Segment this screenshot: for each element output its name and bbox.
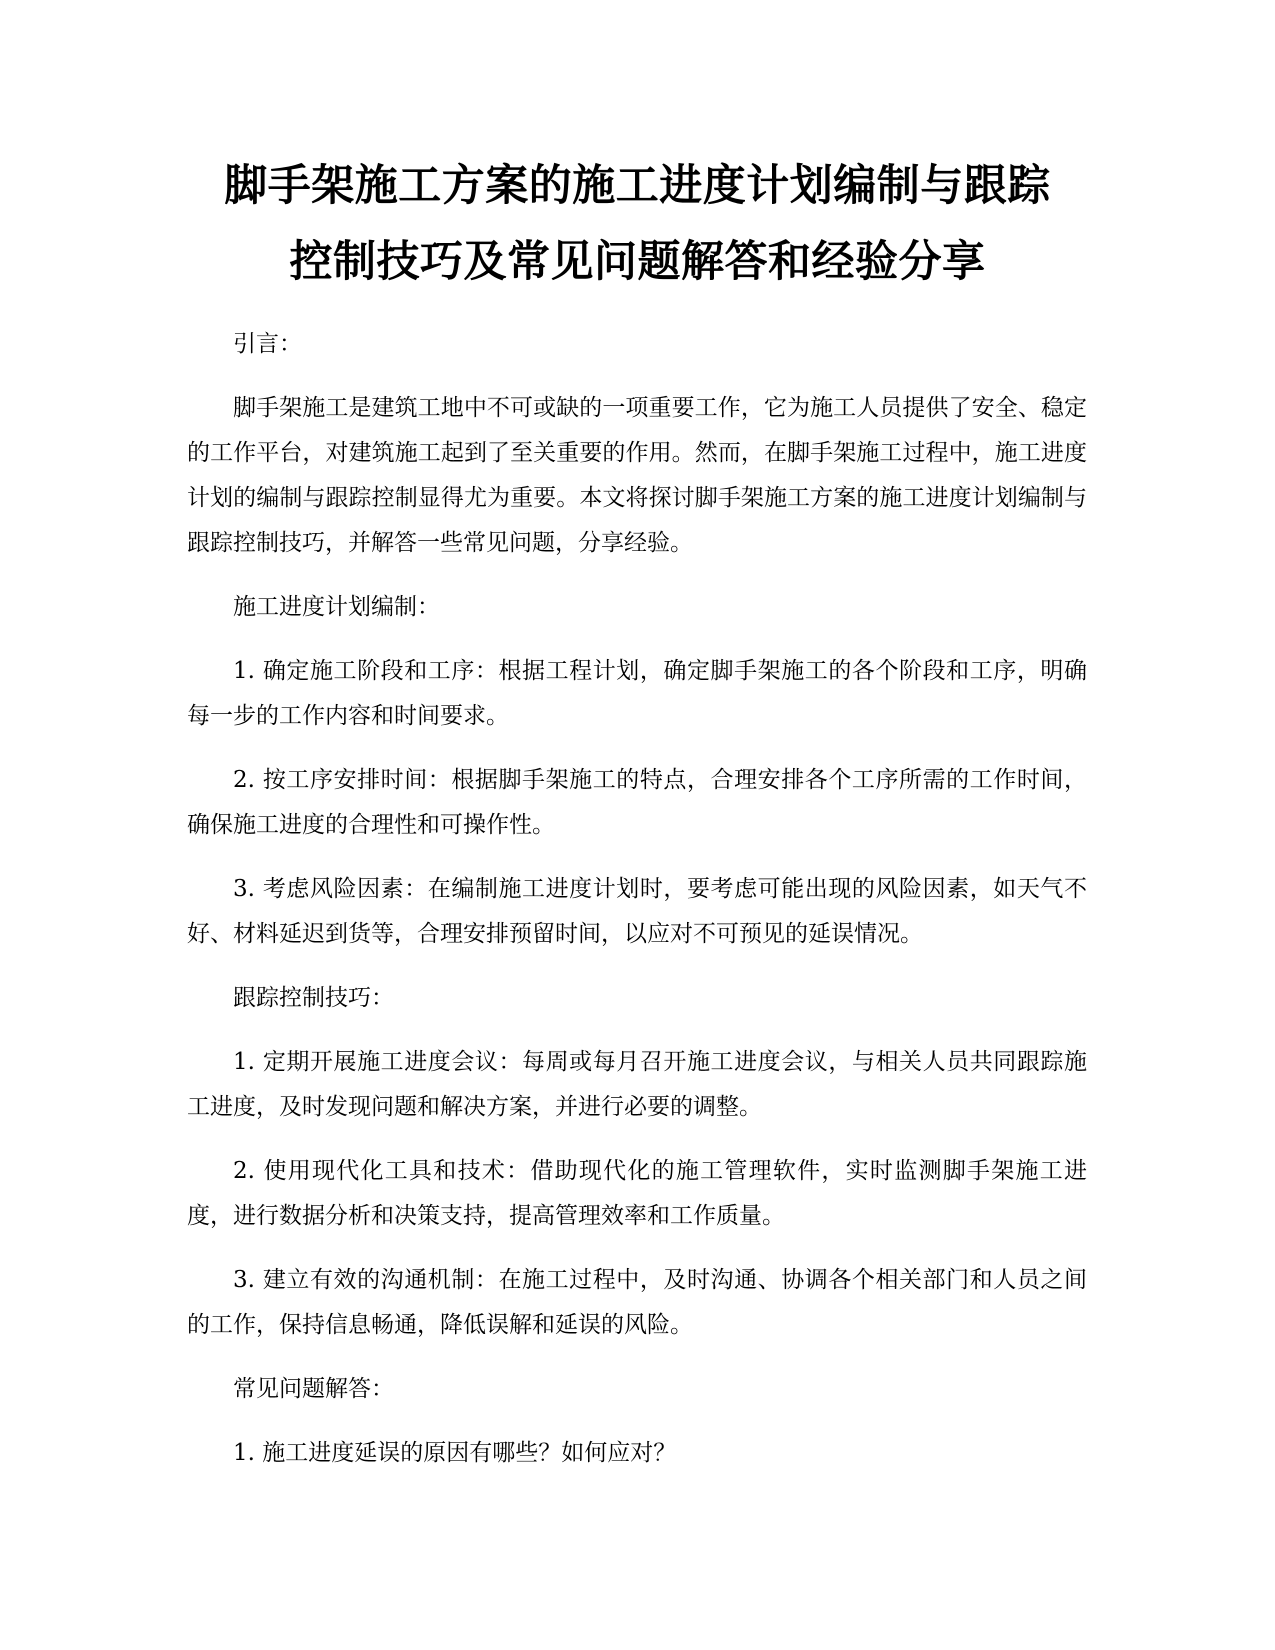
title-line: 控制技巧及常见问题解答和经验分享 [289,237,986,287]
faq-item-1: 1. 施工进度延误的原因有哪些？如何应对？ [233,1440,677,1466]
planning-item-1: 1. 确定施工阶段和工序：根据工程计划，确定脚手架施工的各个阶段和工序，明确每一步的工作内容和时间要求。 [187,658,1087,729]
tracking-item-3: 3. 建立有效的沟通机制：在施工过程中，及时沟通、协调各个相关部门和人员之间的工作，保持信息畅通，降低误解和延误的风险。 [187,1267,1087,1338]
planning-item-3: 3. 考虑风险因素：在编制施工进度计划时，要考虑可能出现的风险因素，如天气不好、材料延迟到货等，合理安排预留时间，以应对不可预见的延误情况。 [187,876,1087,947]
title-line: 脚手架施工方案的施工进度计划编制与跟踪 [224,161,1051,211]
document-title [150,148,1125,300]
section-heading-faq: 常见问题解答： [233,1376,394,1402]
intro-paragraph: 脚手架施工是建筑工地中不可或缺的一项重要工作，它为施工人员提供了安全、稳定的工作平台，对建筑施工起到了至关重要的作用。然而，在脚手架施工过程中，施工进度计划的编制与跟踪控制显得尤为重要。本文将探讨脚手架施工方案的施工进度计划编制与跟踪控制技巧，并解答一些常见问题，分享经验。 [187,395,1087,556]
planning-item-2: 2. 按工序安排时间：根据脚手架施工的特点，合理安排各个工序所需的工作时间，确保施工进度的合理性和可操作性。 [187,767,1087,838]
document-body [187,322,1087,1495]
section-heading-tracking: 跟踪控制技巧： [233,985,394,1011]
intro-heading: 引言： [233,331,302,357]
tracking-item-2: 2. 使用现代化工具和技术：借助现代化的施工管理软件，实时监测脚手架施工进度，进行数据分析和决策支持，提高管理效率和工作质量。 [187,1158,1087,1229]
tracking-item-1: 1. 定期开展施工进度会议：每周或每月召开施工进度会议，与相关人员共同跟踪施工进度，及时发现问题和解决方案，并进行必要的调整。 [187,1049,1087,1120]
section-heading-planning: 施工进度计划编制： [233,594,440,620]
